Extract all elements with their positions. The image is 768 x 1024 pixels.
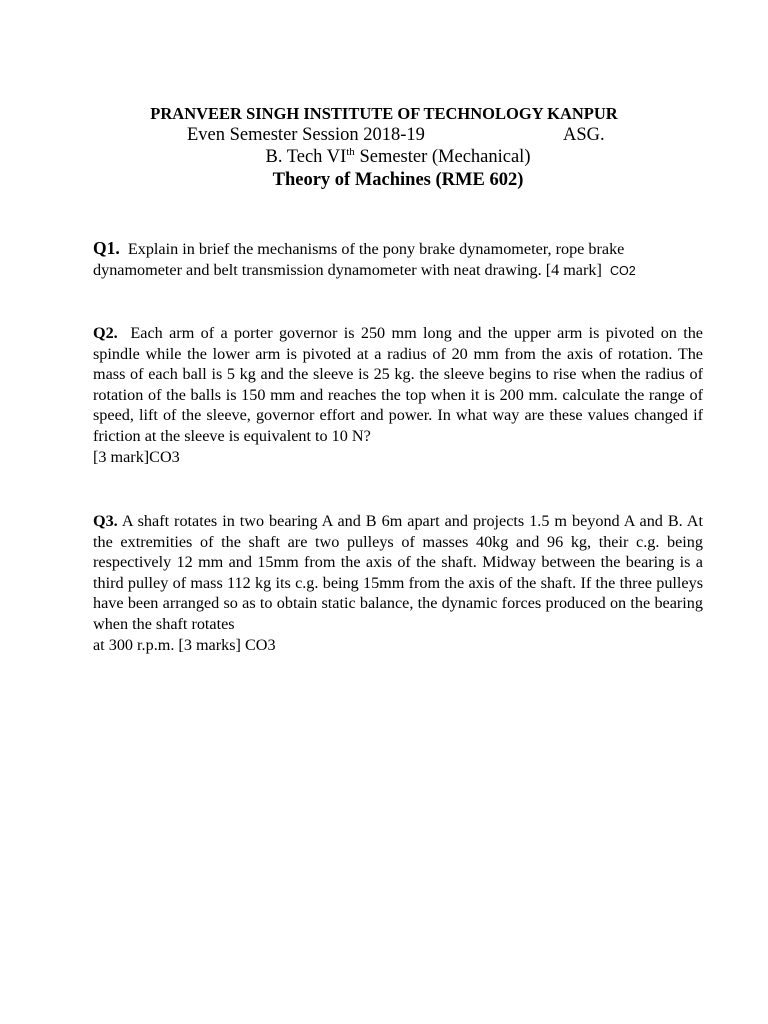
question-text: Each arm of a porter governor is 250 mm long and the upper arm is pivoted on the spindle while the lower arm is pivoted at a radius of 20 mm from the axis of rotation. The mass of each ball is 5 kg and the sleeve is 25 kg. the sleeve begins to rise when the radius of rotation of the balls is 150 mm and reaches the top when it is 200 mm. calculate the range of speed, lift of the sleeve, governor effort and power. In what way are these values changed if friction at the sleeve is equivalent to 10 N?	[93, 324, 703, 445]
question-marks: [3 mark]CO3	[93, 447, 180, 466]
session-line: Even Semester Session 2018-19	[187, 125, 425, 145]
question-1	[93, 238, 703, 281]
institute-name: PRANVEER SINGH INSTITUTE OF TECHNOLOGY KANPUR	[150, 104, 618, 123]
program-suffix: Semester (Mechanical)	[354, 147, 531, 167]
question-number: Q2.	[93, 324, 118, 342]
program-superscript: th	[346, 145, 355, 158]
question-number: Q3.	[93, 512, 118, 530]
section-code: ASG.	[563, 125, 605, 145]
program-line	[0, 147, 768, 168]
question-3	[93, 511, 703, 655]
program-prefix: B. Tech VI	[265, 147, 347, 167]
subject-title: Theory of Machines (RME 602)	[272, 170, 524, 190]
course-outcome: CO2	[609, 263, 636, 278]
question-text: A shaft rotates in two bearing A and B 6m apart and projects 1.5 m beyond A and B. At the extremities of the shaft are two pulleys of masses 40kg and 96 kg, their c.g. being respectively 12 mm and 15mm from the axis of the shaft. Midway between the bearing is a third pulley of mass 112 kg its c.g. being 15mm from the axis of the shaft. If the three pulleys have been arranged so as to obtain static balance, the dynamic forces produced on the bearing when the shaft rotates	[93, 512, 703, 633]
question-marks: at 300 r.p.m. [3 marks] CO3	[93, 635, 276, 654]
question-text: Explain in brief the mechanisms of the pony brake dynamometer, rope brake dynamometer and belt transmission dynamometer with neat drawing. [4 mark]	[93, 240, 625, 279]
question-2	[93, 323, 703, 467]
question-number: Q1.	[93, 238, 120, 258]
